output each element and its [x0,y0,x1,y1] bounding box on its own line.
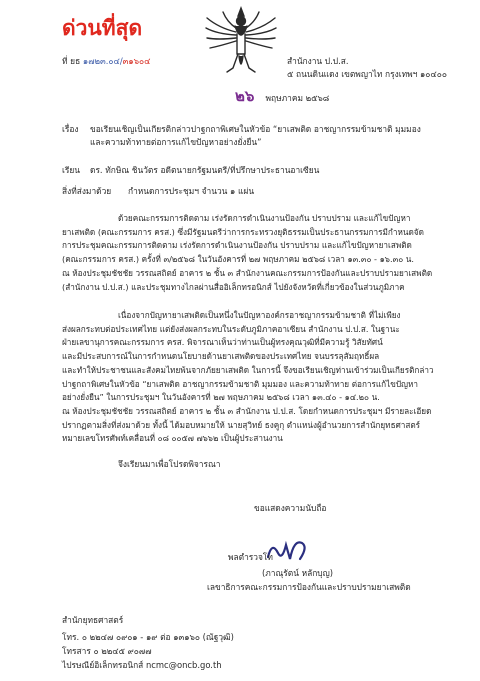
letter-date [235,84,329,108]
paragraph-2-line: ฝ่ายเลขานุการคณะกรรมการ ครส. พิจารณาเห็นว่าท่านเป็นผู้ทรงคุณวุฒิที่มีความรู้ วิสัยทัศน์ [62,337,383,348]
subject-line-1: ขอเรียนเชิญเป็นเกียรติกล่าวปาฐกถาพิเศษในหัวข้อ “ยาเสพติด อาชญากรรมข้ามชาติ มุมมอง [90,124,421,134]
urgency-heading: ด่วนที่สุด [62,16,143,40]
signatory-name: (ภาณุรัตน์ หลักบุญ) [262,568,334,578]
date-day-handwritten: ๒๖ [235,87,255,105]
document-number-handwritten: ๓๑๖๐๔ [122,56,151,66]
paragraph-1-line: การประชุมคณะกรรมการติดตาม เร่งรัดการดำเนินงานป้องกัน ปราบปราม และแก้ไขปัญหายาเสพติด [62,240,412,251]
document-number-prefix: ที่ ยธ [62,56,81,66]
paragraph-2-line: และมีประสบการณ์ในการกำหนดนโยบายด้านยาเสพติดของประเทศไทย จนบรรลุสัมฤทธิ์ผล [62,351,380,362]
enclosure-label: สิ่งที่ส่งมาด้วย [62,186,112,196]
paragraph-2-line: อย่างยั่งยืน” ในการประชุมฯ ในวันอังคารที่ ๒๗ พฤษภาคม ๒๕๖๘ เวลา ๑๓.๔๐ - ๑๔.๒๐ น. [62,392,380,403]
footer-fax: โทรสาร ๐ ๒๒๔๕ ๙๐๗๗ [62,646,152,656]
paragraph-1-line: ยาเสพติด (คณะกรรมการ ครส.) ซึ่งมีรัฐมนตรีว่าการกระทรวงยุติธรรมเป็นประธานกรรมการมีกำหนดจัด [62,226,424,237]
office-address: ๕ ถนนดินแดง เขตพญาไท กรุงเทพฯ ๑๐๔๐๐ [287,69,447,79]
body-paragraph-2 [62,309,434,446]
paragraph-2-line: เนื่องจากปัญหายาเสพติดเป็นหนึ่งในปัญหาองค์กรอาชญากรรมข้ามชาติ ที่ไม่เพียง [118,310,401,320]
footer-phone: โทร. ๐ ๒๒๔๗ ๐๙๐๑ - ๑๙ ต่อ ๑๓๑๖๐ (ณัฐวุฒิ) [62,632,234,642]
recipient-label: เรียน [62,165,80,175]
signatory-rank: พลตำรวจโท [228,552,273,562]
footer-department: สำนักยุทธศาสตร์ [62,615,124,625]
paragraph-2-line: ส่งผลกระทบต่อประเทศไทย แต่ยังส่งผลกระทบในระดับภูมิภาคอาเซียน สำนักงาน ป.ป.ส. ในฐานะ [62,323,400,334]
paragraph-1-line: ณ ห้องประชุมชัชชัย วรรณสถิตย์ อาคาร ๒ ชั้น ๓ สำนักงานคณะกรรมการป้องกันและปราบปรามยาเสพติด [62,267,433,278]
paragraph-2-line: ปาฐกถาพิเศษในหัวข้อ “ยาเสพติด อาชญากรรมข้ามชาติ มุมมอง และความท้าทาย ต่อการแก้ไขปัญหา [62,378,419,389]
paragraph-2-line: หมายเลขโทรศัพท์เคลื่อนที่ ๐๘ ๐๐๕๗ ๗๖๖๒ เป็นผู้ประสานงาน [62,433,283,444]
subject-line-2: และความท้าทายต่อการแก้ไขปัญหาอย่างยั่งยืน” [90,137,262,147]
paragraph-1-line: (คณะกรรมการ ครส.) ครั้งที่ ๓/๒๕๖๘ ในวันอังคารที่ ๒๗ พฤษภาคม ๒๕๖๘ เวลา ๑๓.๓๐ - ๑๖.๓๐ น. [62,254,414,265]
signatory-position: เลขาธิการคณะกรรมการป้องกันและปราบปรามยาเสพติด [207,582,411,592]
date-month-year: พฤษภาคม ๒๕๖๘ [265,93,330,103]
enclosure-text: กำหนดการประชุมฯ จำนวน ๑ แผ่น [128,186,255,196]
subject-label: เรื่อง [62,124,79,134]
document-number [62,56,150,67]
document-number-main: ๑๗๒๓.๐๔/ [82,56,123,66]
paragraph-2-line: และทำให้ประชาชนและสังคมไทยพ้นจากภัยยาเสพติด ในการนี้ จึงขอเรียนเชิญท่านเข้าร่วมเป็นเกียรติกล่าว [62,364,434,375]
body-paragraph-1 [62,212,432,294]
paragraph-2-line: ณ ห้องประชุมชัชชัย วรรณสถิตย์ อาคาร ๒ ชั้น ๓ สำนักงาน ป.ป.ส. โดยกำหนดการประชุมฯ มีรายละเอียด [62,405,432,416]
garuda-emblem-icon [203,4,279,78]
paragraph-2-line: ปรากฏตามสิ่งที่ส่งมาด้วย ทั้งนี้ ได้มอบหมายให้ นายสุวิทย์ ธงคูกุ ตำแหน่งผู้อำนวยการสำนักยุทธศาสตร์ [62,419,421,430]
closing-line: จึงเรียนมาเพื่อโปรดพิจารณา [118,459,221,469]
office-name: สำนักงาน ป.ป.ส. [287,56,349,66]
paragraph-1-line: ด้วยคณะกรรมการติดตาม เร่งรัดการดำเนินงานป้องกัน ปราบปราม และแก้ไขปัญหา [118,213,411,223]
footer-email: ไปรษณีย์อิเล็กทรอนิกส์ ncmc@oncb.go.th [62,660,222,670]
paragraph-1-line: (สำนักงาน ป.ป.ส.) และประชุมทางไกลผ่านสื่ออิเล็กทรอนิกส์ ไปยังจังหวัดที่เกี่ยวข้องในส่วนภูมิภาค [62,281,405,292]
regards-line: ขอแสดงความนับถือ [254,503,327,513]
recipient-name: ดร. ทักษิณ ชินวัตร อดีตนายกรัฐมนตรี/ที่ปรึกษาประธานอาเซียน [90,165,320,175]
